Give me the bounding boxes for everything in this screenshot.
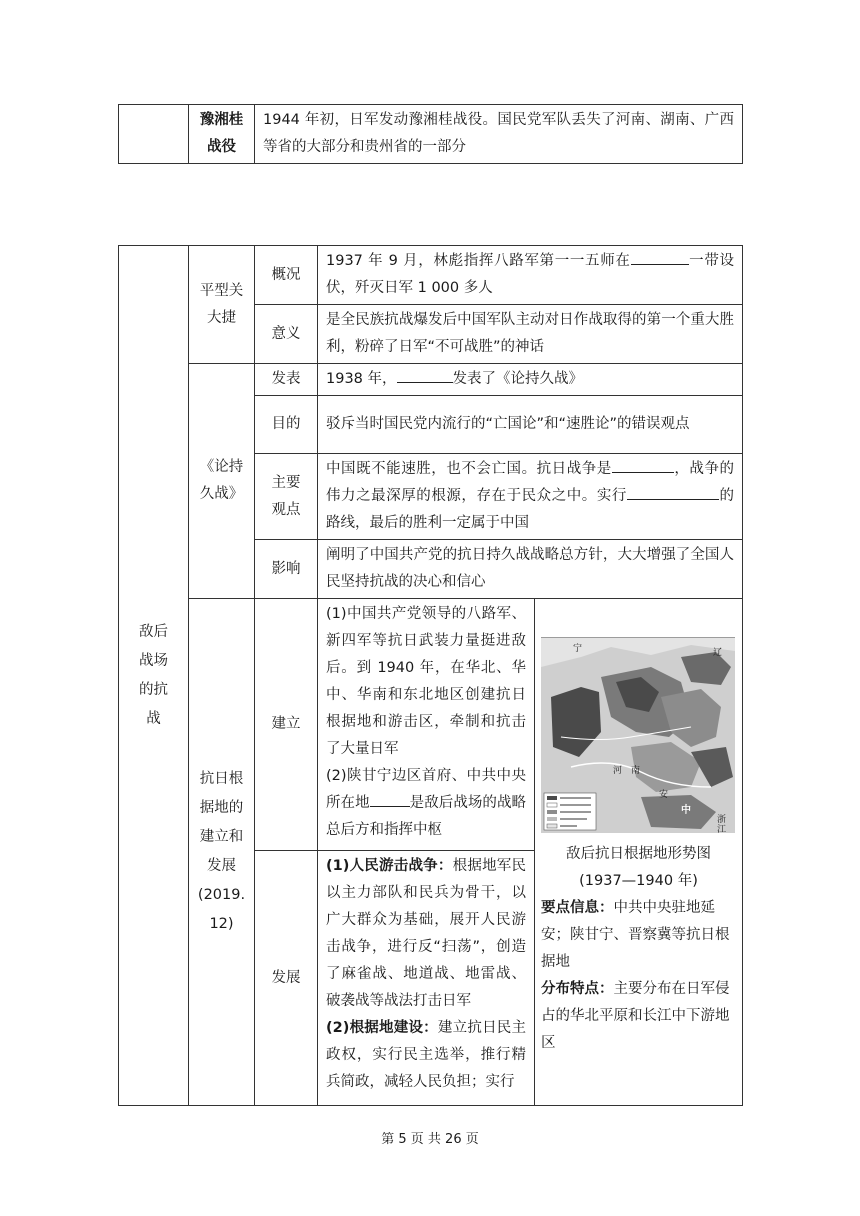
meaning-text: 是全民族抗战爆发后中国军队主动对日作战取得的第一个重大胜利，粉碎了日军“不可战胜”的神话 <box>318 305 743 364</box>
pingxingguan-title: 平型关 大捷 <box>189 246 255 364</box>
key-info: 要点信息：中共中央驻地延安；陕甘宁、晋察冀等抗日根据地 <box>541 900 730 970</box>
section-label: 敌后 战场 的抗 战 <box>119 246 189 1106</box>
map-panel <box>535 599 743 1106</box>
view-label: 主要 观点 <box>255 454 318 540</box>
top-table <box>118 104 743 164</box>
blank-line[interactable] <box>370 792 410 807</box>
blank-line[interactable] <box>631 250 689 265</box>
map-label: 浙 <box>717 815 727 825</box>
map-label: 江 <box>717 825 727 833</box>
main-table <box>118 245 743 1106</box>
yuxianggui-content: 1944 年初，日军发动豫湘桂战役。国民党军队丢失了河南、湖南、广西等省的大部分和贵州省的一部分 <box>255 105 743 164</box>
map-label: 宁 <box>573 644 583 654</box>
meaning-label: 意义 <box>255 305 318 364</box>
overview-label: 概况 <box>255 246 318 305</box>
lunchijiuzhan-title: 《论持 久战》 <box>189 364 255 599</box>
establish-label: 建立 <box>255 599 318 851</box>
blank-line[interactable] <box>627 485 719 500</box>
establish-text: (1)中国共产党领导的八路军、新四军等抗日武装力量挺进敌后。到 1940 年，在华北、华中、华南和东北地区创建抗日根据地和游击区，牵制和抗击了大量日军 (2)陕甘宁边区首府、中共中央所在地 是敌后战场的战略总后方和指挥中枢 <box>318 599 535 851</box>
page-footer: 第 5 页 共 26 页 <box>381 1132 479 1147</box>
map-label: 中 <box>681 805 691 816</box>
blank-line[interactable] <box>397 368 453 383</box>
impact-label: 影响 <box>255 540 318 599</box>
publish-label: 发表 <box>255 364 318 396</box>
map-label: 河 <box>613 766 623 776</box>
base-title: 抗日根 据地的 建立和 发展 (2019. 12) <box>189 599 255 1106</box>
yuxianggui-title: 豫湘桂 战役 <box>189 105 255 164</box>
develop-label: 发展 <box>255 851 318 1106</box>
map-caption: 敌后抗日根据地形势图 (1937—1940 年) <box>566 846 711 889</box>
map-label: 安 <box>659 790 669 800</box>
base-map-image <box>541 637 735 833</box>
overview-text: 1937 年 9 月，林彪指挥八路军第一一五师在 一带设伏，歼灭日军 1 000 多人 <box>318 246 743 305</box>
distribution-info: 分布特点：主要分布在日军侵占的华北平原和长江中下游地区 <box>541 981 730 1051</box>
view-text: 中国既不能速胜，也不会亡国。抗日战争是 ，战争的伟力之最深厚的根源，存在于民众之中。实行 的路线，最后的胜利一定属于中国 <box>318 454 743 540</box>
develop-text: (1)人民游击战争：根据地军民以主力部队和民兵为骨干，以广大群众为基础，展开人民游击战争，进行反“扫荡”，创造了麻雀战、地道战、地雷战、破袭战等战法打击日军 (2)根据地建设：建立抗日民主政权，实行民主选举，推行精兵简政，减轻人民负担；实行 <box>318 851 535 1106</box>
map-label: 辽 <box>713 648 723 658</box>
blank-line[interactable] <box>612 458 674 473</box>
map-label: 南 <box>631 766 641 776</box>
purpose-text: 驳斥当时国民党内流行的“亡国论”和“速胜论”的错误观点 <box>318 396 743 454</box>
publish-text: 1938 年， 发表了《论持久战》 <box>318 364 743 396</box>
purpose-label: 目的 <box>255 396 318 454</box>
empty-cell <box>119 105 189 164</box>
impact-text: 阐明了中国共产党的抗日持久战战略总方针，大大增强了全国人民坚持抗战的决心和信心 <box>318 540 743 599</box>
